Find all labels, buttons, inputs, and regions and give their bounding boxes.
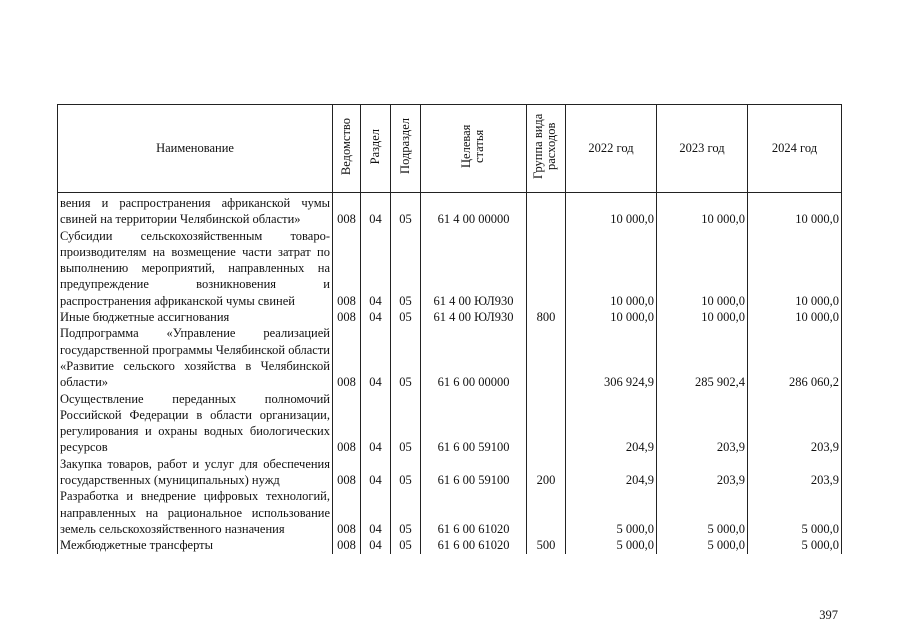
cell-raz: 04 (361, 537, 391, 553)
cell-y2024: 203,9 (748, 391, 842, 456)
cell-y2022: 10 000,0 (566, 193, 657, 228)
header-2024-label: 2024 год (771, 141, 818, 156)
budget-table-sheet (57, 104, 841, 554)
cell-target: 61 6 00 59100 (421, 391, 527, 456)
cell-pod: 05 (391, 391, 421, 456)
cell-name: Субсидии сельскохозяйственным товаропроизводителям на возмещение части затрат по выполнению мероприятий, направленных на предупреждение возникновения и распространения африканской чумы свиней (58, 228, 333, 309)
cell-y2023: 203,9 (657, 391, 748, 456)
header-razdel (361, 105, 391, 193)
cell-group (527, 488, 566, 537)
cell-name: Межбюджетные трансферты (58, 537, 333, 553)
cell-target: 61 4 00 00000 (421, 193, 527, 228)
cell-y2022: 204,9 (566, 456, 657, 489)
cell-raz: 04 (361, 228, 391, 309)
header-target-label: Целевая статья (458, 124, 486, 169)
cell-y2023: 5 000,0 (657, 488, 748, 537)
header-vedomstvo (333, 105, 361, 193)
header-razdel-label: Раздел (368, 128, 382, 165)
cell-ved: 008 (333, 193, 361, 228)
cell-target: 61 6 00 00000 (421, 325, 527, 390)
cell-target: 61 6 00 61020 (421, 537, 527, 553)
cell-name: Иные бюджетные ассигнования (58, 309, 333, 325)
table-row (58, 391, 842, 456)
cell-group (527, 391, 566, 456)
table-header (58, 105, 842, 193)
header-group (527, 105, 566, 193)
cell-pod: 05 (391, 325, 421, 390)
table-row (58, 309, 842, 325)
cell-target: 61 4 00 ЮЛ930 (421, 309, 527, 325)
cell-ved: 008 (333, 309, 361, 325)
cell-target: 61 6 00 61020 (421, 488, 527, 537)
table-row (58, 325, 842, 390)
cell-y2023: 5 000,0 (657, 537, 748, 553)
cell-pod: 05 (391, 193, 421, 228)
cell-pod: 05 (391, 228, 421, 309)
cell-y2022: 10 000,0 (566, 309, 657, 325)
page-number: 397 (819, 608, 838, 622)
cell-pod: 05 (391, 456, 421, 489)
cell-ved: 008 (333, 537, 361, 553)
cell-y2024: 10 000,0 (748, 309, 842, 325)
cell-group (527, 325, 566, 390)
cell-y2023: 10 000,0 (657, 309, 748, 325)
cell-pod: 05 (391, 309, 421, 325)
table-row (58, 488, 842, 537)
cell-y2022: 306 924,9 (566, 325, 657, 390)
cell-raz: 04 (361, 391, 391, 456)
header-target (421, 105, 527, 193)
cell-name: Осуществление переданных полномочий Российской Федерации в области организации, регулирования и охраны водных биологических ресурсов (58, 391, 333, 456)
cell-pod: 05 (391, 537, 421, 553)
table-body (58, 193, 842, 554)
header-name (58, 105, 333, 193)
cell-y2022: 5 000,0 (566, 537, 657, 553)
header-2023-label: 2023 год (679, 141, 725, 156)
cell-group (527, 228, 566, 309)
header-2022 (566, 105, 657, 193)
cell-group (527, 193, 566, 228)
header-name-label: Наименование (156, 141, 234, 156)
header-2022-label: 2022 год (588, 141, 634, 156)
cell-y2024: 5 000,0 (748, 488, 842, 537)
cell-name: вения и распространения африканской чумы свиней на территории Челябинской области» (58, 193, 333, 228)
cell-ved: 008 (333, 325, 361, 390)
header-2023 (657, 105, 748, 193)
cell-y2023: 285 902,4 (657, 325, 748, 390)
budget-table (57, 104, 842, 554)
cell-ved: 008 (333, 391, 361, 456)
cell-raz: 04 (361, 309, 391, 325)
header-group-label: Группа вида расходов (531, 113, 558, 180)
cell-y2023: 10 000,0 (657, 228, 748, 309)
cell-group: 800 (527, 309, 566, 325)
cell-y2024: 203,9 (748, 456, 842, 489)
table-row (58, 456, 842, 489)
cell-y2024: 286 060,2 (748, 325, 842, 390)
cell-name: Подпрограмма «Управление реализацией государственной программы Челябинской области «Развитие сельского хозяйства в Челябинской области» (58, 325, 333, 390)
cell-name: Разработка и внедрение цифровых технологий, направленных на рациональное использование земель сельскохозяйственного назначения (58, 488, 333, 537)
cell-raz: 04 (361, 456, 391, 489)
cell-y2023: 10 000,0 (657, 193, 748, 228)
table-row (58, 537, 842, 553)
cell-pod: 05 (391, 488, 421, 537)
cell-group: 500 (527, 537, 566, 553)
cell-name: Закупка товаров, работ и услуг для обеспечения государственных (муниципальных) нужд (58, 456, 333, 489)
cell-ved: 008 (333, 488, 361, 537)
cell-raz: 04 (361, 325, 391, 390)
header-podrazdel-label: Подраздел (398, 118, 412, 175)
cell-ved: 008 (333, 228, 361, 309)
cell-y2024: 10 000,0 (748, 228, 842, 309)
cell-target: 61 4 00 ЮЛ930 (421, 228, 527, 309)
cell-group: 200 (527, 456, 566, 489)
table-row (58, 228, 842, 309)
cell-y2023: 203,9 (657, 456, 748, 489)
cell-y2022: 204,9 (566, 391, 657, 456)
cell-raz: 04 (361, 488, 391, 537)
header-2024 (748, 105, 842, 193)
cell-raz: 04 (361, 193, 391, 228)
cell-y2022: 10 000,0 (566, 228, 657, 309)
cell-y2022: 5 000,0 (566, 488, 657, 537)
header-vedomstvo-label: Ведомство (339, 117, 353, 175)
cell-ved: 008 (333, 456, 361, 489)
cell-y2024: 10 000,0 (748, 193, 842, 228)
cell-target: 61 6 00 59100 (421, 456, 527, 489)
table-row (58, 193, 842, 228)
header-podrazdel (391, 105, 421, 193)
cell-y2024: 5 000,0 (748, 537, 842, 553)
